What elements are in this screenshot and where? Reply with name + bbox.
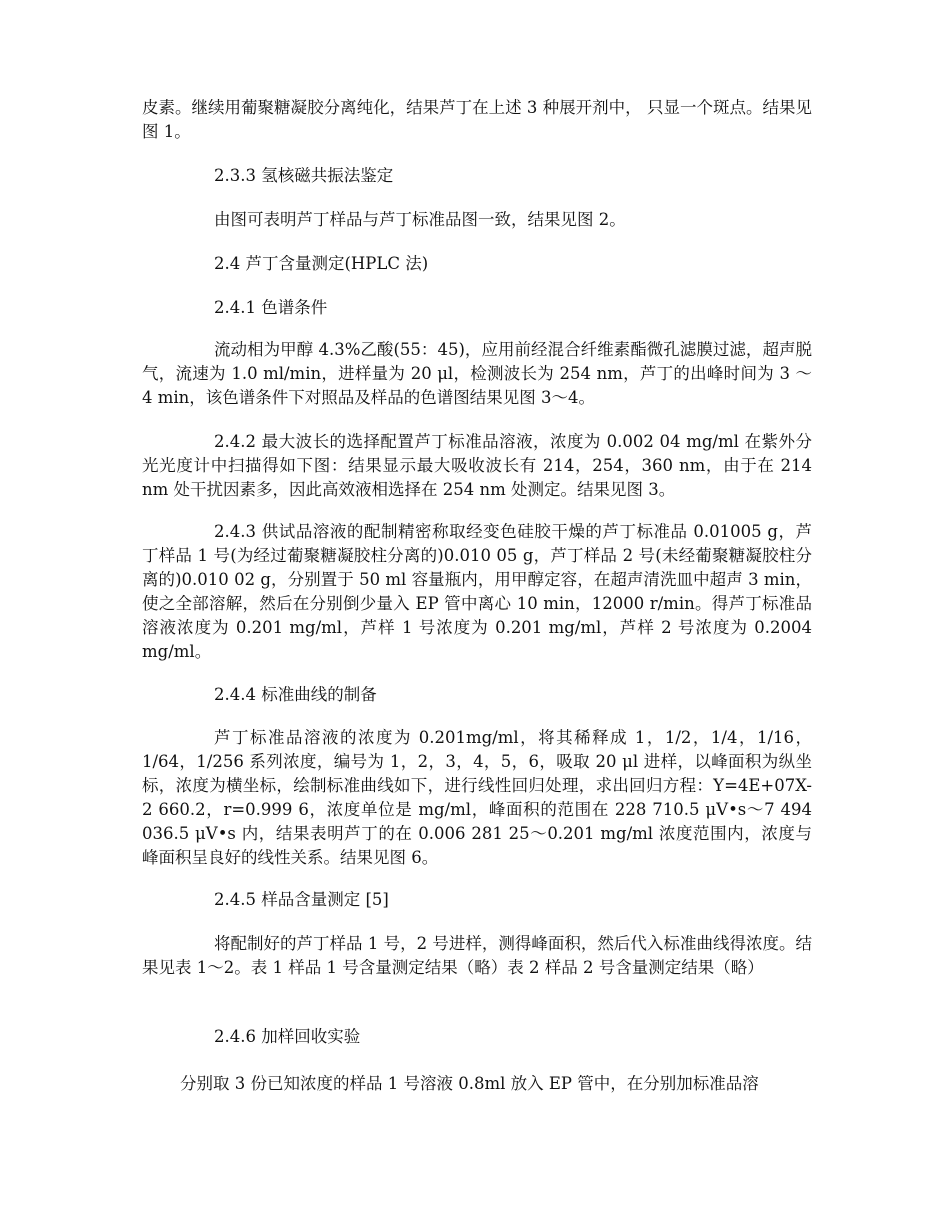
heading-2-3-3: 2.3.3 氢核磁共振法鉴定 <box>214 166 394 185</box>
heading-2-4-5: 2.4.5 样品含量测定 [5] <box>214 890 389 909</box>
paragraph-2-4-5: 将配制好的芦丁样品 1 号，2 号进样，测得峰面积，然后代入标准曲线得浓度。结果见表 1～2。表 1 样品 1 号含量测定结果（略）表 2 样品 2 号含量测定结果（略） <box>142 934 812 977</box>
paragraph-2-4-2: 2.4.2 最大波长的选择配置芦丁标准品溶液，浓度为 0.002 04 mg/ml 在紫外分光光度计中扫描得如下图：结果显示最大吸收波长有 214，254，360 nm，由于在 214 nm 处干扰因素多，因此高效液相选择在 254 nm 处测定。结果见图 3。 <box>142 432 812 499</box>
paragraph-2-4-1: 流动相为甲醇 4.3%乙酸(55：45)，应用前经混合纤维素酯微孔滤膜过滤，超声脱气，流速为 1.0 ml/min，进样量为 20 μl，检测波长为 254 nm，芦丁的出峰时间为 3 ～4 min，该色谱条件下对照品及样品的色谱图结果见图 3～4。 <box>142 340 812 407</box>
heading-2-4: 2.4 芦丁含量测定(HPLC 法) <box>214 254 429 273</box>
paragraph-2-4-6: 分别取 3 份已知浓度的样品 1 号溶液 0.8ml 放入 EP 管中，在分别加标准品溶 <box>180 1074 759 1093</box>
paragraph-2-4-3: 2.4.3 供试品溶液的配制精密称取经变色硅胶干燥的芦丁标准品 0.01005 g，芦丁样品 1 号(为经过葡聚糖凝胶柱分离的)0.010 05 g，芦丁样品 2 号(未经葡聚糖凝胶柱分离的)0.010 02 g，分别置于 50 ml 容量瓶内，用甲醇定容，在超声清洗皿中超声 3 min，使之全部溶解，然后在分别倒少量入 EP 管中离心 10 min，12000 r/min。得芦丁标准品溶液浓度为 0.201 mg/ml，芦样 1 号浓度为 0.201 mg/ml，芦样 2 号浓度为 0.2004 mg/ml。 <box>142 522 812 661</box>
heading-2-4-1: 2.4.1 色谱条件 <box>214 298 328 317</box>
heading-2-4-6: 2.4.6 加样回收实验 <box>214 1027 361 1046</box>
paragraph-intro: 皮素。继续用葡聚糖凝胶分离纯化，结果芦丁在上述 3 种展开剂中， 只显一个斑点。结果见图 1。 <box>142 98 812 141</box>
heading-2-4-4: 2.4.4 标准曲线的制备 <box>214 685 377 704</box>
paragraph-2-4-4: 芦丁标准品溶液的浓度为 0.201mg/ml，将其稀释成 1，1/2，1/4，1/16，1/64，1/256 系列浓度，编号为 1，2，3，4，5，6，吸取 20 μl 进样，以峰面积为纵坐标，浓度为横坐标，绘制标准曲线如下，进行线性回归处理，求出回归方程：Y=4E+07X-2 660.2，r=0.999 6，浓度单位是 mg/ml，峰面积的范围在 228 710.5 μV•s～7 494 036.5 μV•s 内，结果表明芦丁的在 0.006 281 25～0.201 mg/ml 浓度范围内，浓度与峰面积呈良好的线性关系。结果见图 6。 <box>142 728 812 867</box>
paragraph-2-3-3: 由图可表明芦丁样品与芦丁标准品图一致，结果见图 2。 <box>214 210 626 229</box>
